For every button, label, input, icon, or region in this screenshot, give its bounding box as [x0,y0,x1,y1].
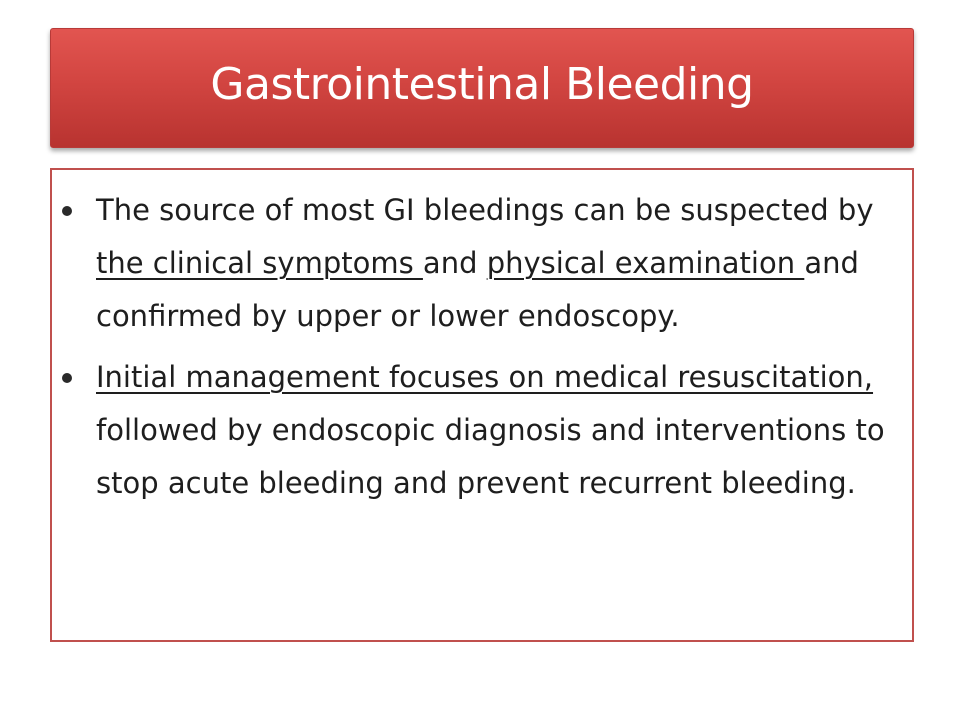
bullet-text-segment: followed by endoscopic diagnosis and interventions to stop acute bleeding and prevent recurrent bleeding. [96,413,885,500]
slide-title-box [50,28,914,148]
bullet-text-segment: and confirmed by upper or lower endoscopy. [96,246,859,333]
bullet-list [52,184,912,510]
underlined-phrase-initial-management: Initial management focuses on medical resuscitation, [96,360,874,394]
underlined-phrase-physical-examination: physical examination [486,246,805,280]
slide-title: Gastrointestinal Bleeding [210,59,754,110]
bullet-dot-icon [62,373,72,383]
bullet-item [52,184,912,343]
underlined-phrase-clinical-symptoms: the clinical symptoms [96,246,423,280]
bullet-dot-icon [62,206,72,216]
bullet-item [52,351,912,510]
content-box [50,168,914,642]
bullet-text-segment: and [422,246,487,280]
bullet-text-segment: The source of most GI bleedings can be suspected by [96,193,874,227]
